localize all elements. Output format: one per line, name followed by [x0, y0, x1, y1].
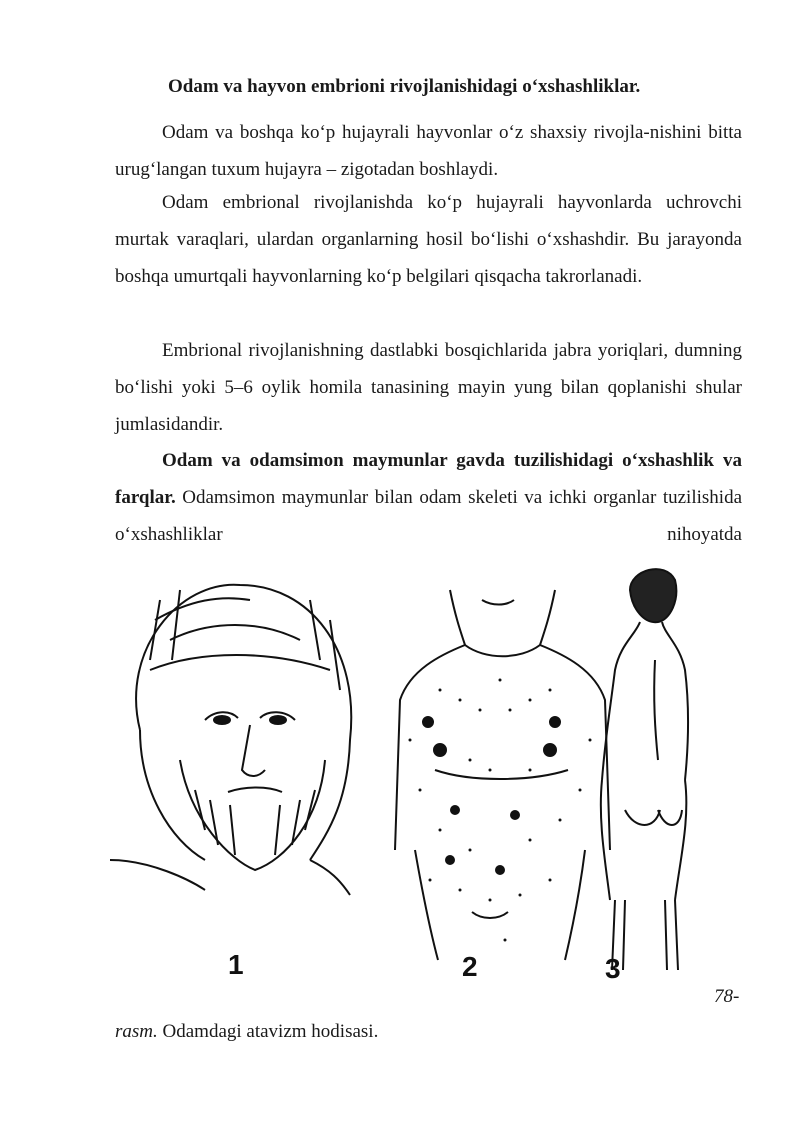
figure-caption-label: rasm.	[115, 1021, 158, 1042]
paragraph-3	[115, 332, 742, 443]
paragraph-1	[115, 114, 742, 188]
figure-label-1: 1	[228, 949, 244, 980]
paragraph-3-text: Embrional rivojlanishning dastlabki bosqichlarida jabra yoriqlari, dumning bo‘lishi yoki 5–6 oylik homila tanasining mayin yung bilan qoplanishi shular jumlasidandir.	[115, 340, 742, 435]
paragraph-2	[115, 184, 742, 295]
hairy-torso-drawing	[395, 590, 610, 960]
paragraph-4	[115, 442, 742, 553]
figure-label-3: 3	[605, 953, 621, 984]
paragraph-1-text: Odam va boshqa ko‘p hujayrali hayvonlar o‘z shaxsiy rivojla-nishini bitta urug‘langan tuxum hujayra – zigotadan boshlaydi.	[115, 122, 742, 180]
back-view-figure-drawing	[601, 569, 688, 970]
paragraph-4-bold-heading: Odam va odamsimon maymunlar gavda tuzilishidagi o‘xshashlik va farqlar.	[115, 450, 742, 508]
figure-caption	[115, 1017, 378, 1047]
atavism-illustration	[110, 560, 710, 990]
section-heading: Odam va hayvon embrioni rivojlanishidagi o‘xshashliklar.	[168, 76, 641, 97]
figure-number: 78-	[714, 986, 740, 1007]
hairy-face-drawing	[110, 585, 351, 895]
paragraph-2-text: Odam embrional rivojlanishda ko‘p hujayrali hayvonlarda uchrovchi murtak varaqlari, ulardan organlarning hosil bo‘lishi o‘xshashdir. Bu jarayonda boshqa umurtqali hayvonlarning ko‘p belgilari qisqacha takrorlanadi.	[115, 192, 742, 287]
figure-caption-text: Odamdagi atavizm hodisasi.	[157, 1021, 379, 1042]
paragraph-4-text	[115, 442, 742, 553]
figure-label-2: 2	[462, 951, 478, 982]
paragraph-4-body: Odamsimon maymunlar bilan odam skeleti va ichki organlar tuzilishida o‘xshashliklar nihoyatda	[115, 487, 742, 545]
atavism-figure	[110, 560, 710, 990]
